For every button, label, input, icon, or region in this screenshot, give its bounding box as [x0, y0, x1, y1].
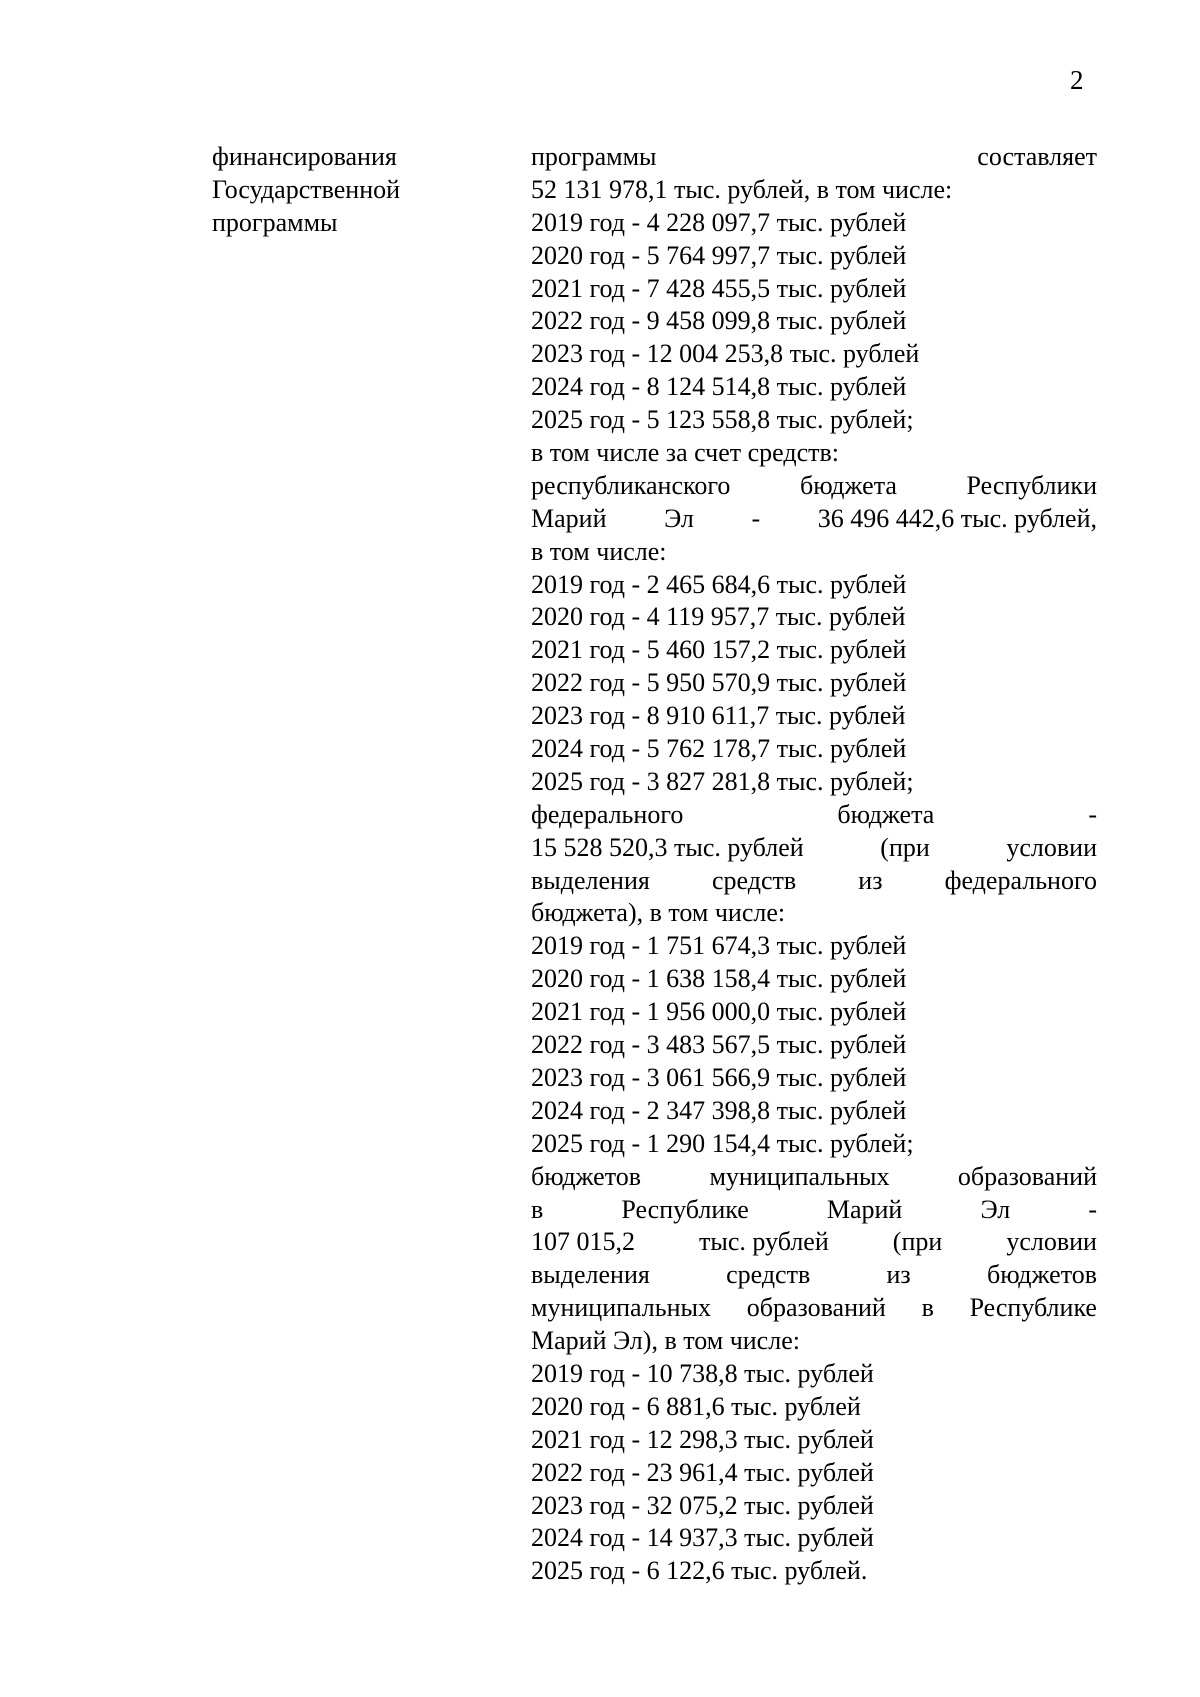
funding-word: Эл — [980, 1194, 1011, 1224]
funding-line — [531, 1194, 1097, 1227]
funding-word: муниципальных — [531, 1293, 712, 1323]
funding-line: в том числе за счет средств: — [531, 438, 839, 468]
funding-word: из — [858, 865, 883, 895]
funding-word: условии — [1006, 1227, 1097, 1257]
funding-word: - — [751, 503, 761, 533]
funding-word: средств — [726, 1260, 811, 1290]
section-label-line: финансирования — [212, 142, 397, 171]
page-number: 2 — [1070, 65, 1084, 95]
funding-word: в — [921, 1293, 934, 1323]
funding-line: 2023 год - 8 910 611,7 тыс. рублей — [531, 701, 906, 731]
funding-line — [531, 1226, 1097, 1259]
funding-word: бюджета — [799, 470, 897, 500]
funding-line: в том числе: — [531, 536, 667, 566]
funding-word: Республике — [969, 1293, 1097, 1323]
funding-line: 2021 год - 12 298,3 тыс. рублей — [531, 1424, 874, 1454]
funding-line — [531, 470, 1097, 503]
funding-line: 2020 год - 1 638 158,4 тыс. рублей — [531, 964, 907, 994]
funding-word: Республике — [621, 1194, 749, 1224]
funding-line: 2022 год - 3 483 567,5 тыс. рублей — [531, 1030, 907, 1060]
funding-line: 2020 год - 4 119 957,7 тыс. рублей — [531, 602, 906, 632]
funding-word: выделения — [531, 865, 650, 895]
funding-word: (при — [880, 832, 930, 862]
funding-word: (при — [892, 1227, 943, 1257]
funding-word: в — [531, 1194, 544, 1224]
funding-line — [531, 1259, 1097, 1292]
section-label — [212, 141, 492, 240]
funding-word: бюджета — [837, 799, 935, 829]
funding-line — [531, 1292, 1097, 1325]
funding-line: 2025 год - 1 290 154,4 тыс. рублей; — [531, 1128, 914, 1158]
funding-line — [531, 832, 1097, 865]
funding-line: 2024 год - 2 347 398,8 тыс. рублей — [531, 1095, 907, 1125]
funding-word: 36 496 442,6 тыс. рублей, — [817, 503, 1097, 533]
funding-word: из — [886, 1260, 911, 1290]
funding-word: Республики — [966, 470, 1097, 500]
funding-word: образований — [957, 1161, 1097, 1191]
funding-word: 15 528 520,3 тыс. рублей — [531, 832, 804, 862]
funding-word: Марий — [531, 503, 607, 533]
funding-line: 2024 год - 14 937,3 тыс. рублей — [531, 1523, 874, 1553]
funding-line: Марий Эл), в том числе: — [531, 1326, 800, 1356]
funding-line: 2023 год - 3 061 566,9 тыс. рублей — [531, 1062, 907, 1092]
funding-line — [531, 865, 1097, 898]
funding-line: 2023 год - 32 075,2 тыс. рублей — [531, 1490, 874, 1520]
section-label-line: программы — [212, 207, 338, 237]
funding-word: республиканского — [531, 470, 731, 500]
funding-line: 2022 год - 5 950 570,9 тыс. рублей — [531, 668, 907, 698]
funding-line — [531, 141, 1097, 174]
funding-line: 2019 год - 10 738,8 тыс. рублей — [531, 1358, 874, 1388]
funding-line: 2025 год - 5 123 558,8 тыс. рублей; — [531, 405, 914, 435]
funding-word: тыс. рублей — [699, 1227, 829, 1257]
funding-word: 107 015,2 — [531, 1227, 635, 1257]
funding-line: 2021 год - 5 460 157,2 тыс. рублей — [531, 635, 907, 665]
funding-word: Эл — [664, 503, 694, 533]
funding-word: бюджетов — [986, 1260, 1097, 1290]
funding-line: бюджета), в том числе: — [531, 898, 786, 928]
funding-line: 2023 год - 12 004 253,8 тыс. рублей — [531, 339, 920, 369]
funding-word: - — [1088, 1194, 1097, 1224]
funding-text — [531, 141, 1097, 1588]
funding-line: 2020 год - 6 881,6 тыс. рублей — [531, 1391, 861, 1421]
funding-line: 2021 год - 1 956 000,0 тыс. рублей — [531, 997, 907, 1027]
funding-line: 2021 год - 7 428 455,5 тыс. рублей — [531, 273, 907, 303]
funding-line: 2022 год - 9 458 099,8 тыс. рублей — [531, 306, 907, 336]
funding-word: муниципальных — [709, 1161, 890, 1191]
funding-word: составляет — [977, 142, 1097, 171]
funding-word: программы — [531, 142, 657, 171]
funding-line — [531, 799, 1097, 832]
funding-word: образований — [746, 1293, 886, 1323]
funding-line: 2019 год - 2 465 684,6 тыс. рублей — [531, 569, 907, 599]
funding-line: 2019 год - 4 228 097,7 тыс. рублей — [531, 207, 907, 237]
funding-word: федерального — [531, 799, 684, 829]
funding-line: 2025 год - 3 827 281,8 тыс. рублей; — [531, 766, 914, 796]
funding-line: 2024 год - 5 762 178,7 тыс. рублей — [531, 734, 907, 764]
funding-line: 2020 год - 5 764 997,7 тыс. рублей — [531, 240, 907, 270]
funding-word: средств — [711, 865, 797, 895]
funding-line — [531, 1161, 1097, 1194]
funding-line: 52 131 978,1 тыс. рублей, в том числе: — [531, 174, 953, 204]
funding-word: условии — [1006, 832, 1097, 862]
funding-line: 2024 год - 8 124 514,8 тыс. рублей — [531, 372, 907, 402]
funding-line: 2019 год - 1 751 674,3 тыс. рублей — [531, 931, 907, 961]
funding-word: федерального — [944, 865, 1097, 895]
funding-line: 2022 год - 23 961,4 тыс. рублей — [531, 1457, 874, 1487]
funding-word: бюджетов — [531, 1161, 642, 1191]
section-label-line: Государственной — [212, 174, 401, 204]
funding-line: 2025 год - 6 122,6 тыс. рублей. — [531, 1556, 868, 1586]
funding-line — [531, 503, 1097, 536]
funding-word: - — [1088, 799, 1097, 829]
funding-word: выделения — [531, 1260, 650, 1290]
funding-word: Марий — [826, 1194, 903, 1224]
